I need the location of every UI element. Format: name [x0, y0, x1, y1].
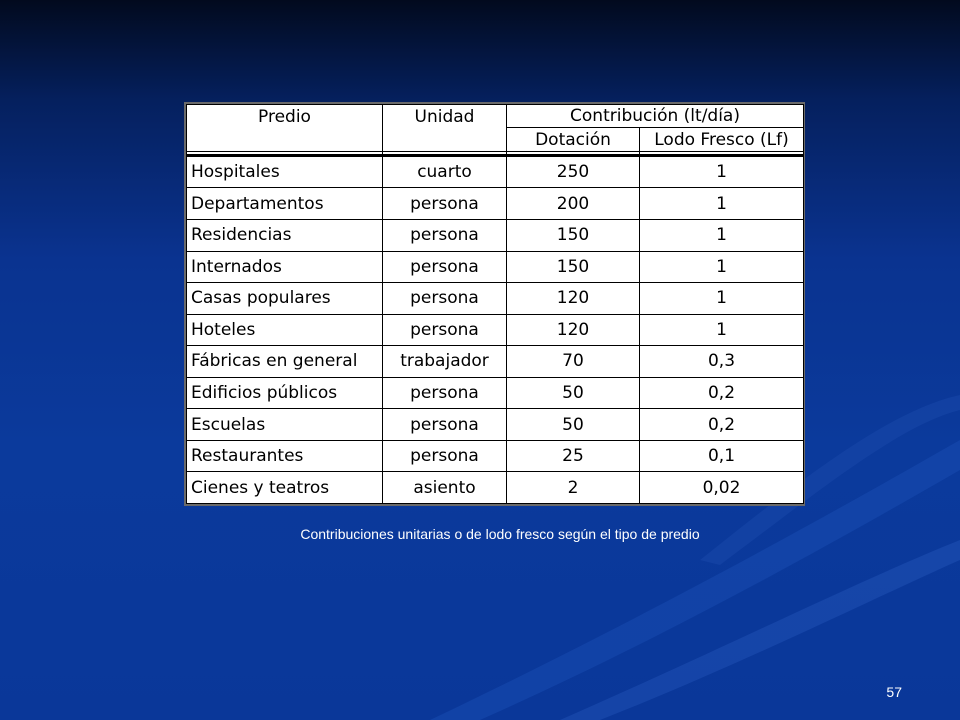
page-number: 57: [886, 684, 902, 700]
table-caption: Contribuciones unitarias o de lodo fresco según el tipo de predio: [300, 526, 700, 542]
table-row: [187, 220, 804, 252]
cell-dotacion: 150: [507, 251, 640, 283]
cell-lodo-fresco: 0,1: [640, 440, 804, 472]
table-row: [187, 283, 804, 315]
cell-unidad: persona: [383, 251, 507, 283]
table-row: [187, 251, 804, 283]
cell-unidad: persona: [383, 377, 507, 409]
table-row: [187, 346, 804, 378]
cell-dotacion: 25: [507, 440, 640, 472]
cell-predio: Fábricas en general: [187, 346, 383, 378]
table-row: [187, 409, 804, 441]
cell-predio: Internados: [187, 251, 383, 283]
cell-predio: Departamentos: [187, 188, 383, 220]
cell-dotacion: 50: [507, 409, 640, 441]
cell-predio: Cienes y teatros: [187, 472, 383, 504]
cell-lodo-fresco: 1: [640, 314, 804, 346]
table-row: [187, 314, 804, 346]
cell-unidad: trabajador: [383, 346, 507, 378]
table-container: [184, 102, 805, 506]
cell-predio: Residencias: [187, 220, 383, 252]
header-unidad: Unidad: [383, 105, 507, 152]
cell-lodo-fresco: 1: [640, 220, 804, 252]
cell-predio: Hospitales: [187, 155, 383, 188]
header-dotacion: Dotación: [507, 128, 640, 151]
cell-unidad: persona: [383, 283, 507, 315]
cell-lodo-fresco: 0,2: [640, 377, 804, 409]
cell-dotacion: 120: [507, 283, 640, 315]
cell-lodo-fresco: 1: [640, 155, 804, 188]
cell-dotacion: 50: [507, 377, 640, 409]
header-row: [187, 105, 804, 128]
cell-predio: Casas populares: [187, 283, 383, 315]
contribution-table: [186, 104, 804, 504]
cell-dotacion: 120: [507, 314, 640, 346]
header-predio: Predio: [187, 105, 383, 152]
table-row: [187, 155, 804, 188]
cell-dotacion: 150: [507, 220, 640, 252]
cell-predio: Edificios públicos: [187, 377, 383, 409]
cell-dotacion: 200: [507, 188, 640, 220]
cell-lodo-fresco: 0,02: [640, 472, 804, 504]
cell-dotacion: 2: [507, 472, 640, 504]
table-row: [187, 472, 804, 504]
cell-unidad: persona: [383, 220, 507, 252]
cell-unidad: persona: [383, 440, 507, 472]
cell-lodo-fresco: 1: [640, 283, 804, 315]
cell-lodo-fresco: 0,3: [640, 346, 804, 378]
cell-predio: Restaurantes: [187, 440, 383, 472]
cell-unidad: cuarto: [383, 155, 507, 188]
cell-unidad: asiento: [383, 472, 507, 504]
cell-unidad: persona: [383, 314, 507, 346]
cell-unidad: persona: [383, 409, 507, 441]
cell-predio: Hoteles: [187, 314, 383, 346]
cell-dotacion: 70: [507, 346, 640, 378]
table-body: [187, 155, 804, 503]
cell-lodo-fresco: 1: [640, 251, 804, 283]
cell-unidad: persona: [383, 188, 507, 220]
cell-predio: Escuelas: [187, 409, 383, 441]
cell-lodo-fresco: 1: [640, 188, 804, 220]
table-row: [187, 188, 804, 220]
header-contribucion: Contribución (lt/día): [507, 105, 804, 128]
table-row: [187, 377, 804, 409]
table-row: [187, 440, 804, 472]
cell-dotacion: 250: [507, 155, 640, 188]
cell-lodo-fresco: 0,2: [640, 409, 804, 441]
header-lodo-fresco: Lodo Fresco (Lf): [640, 128, 804, 151]
